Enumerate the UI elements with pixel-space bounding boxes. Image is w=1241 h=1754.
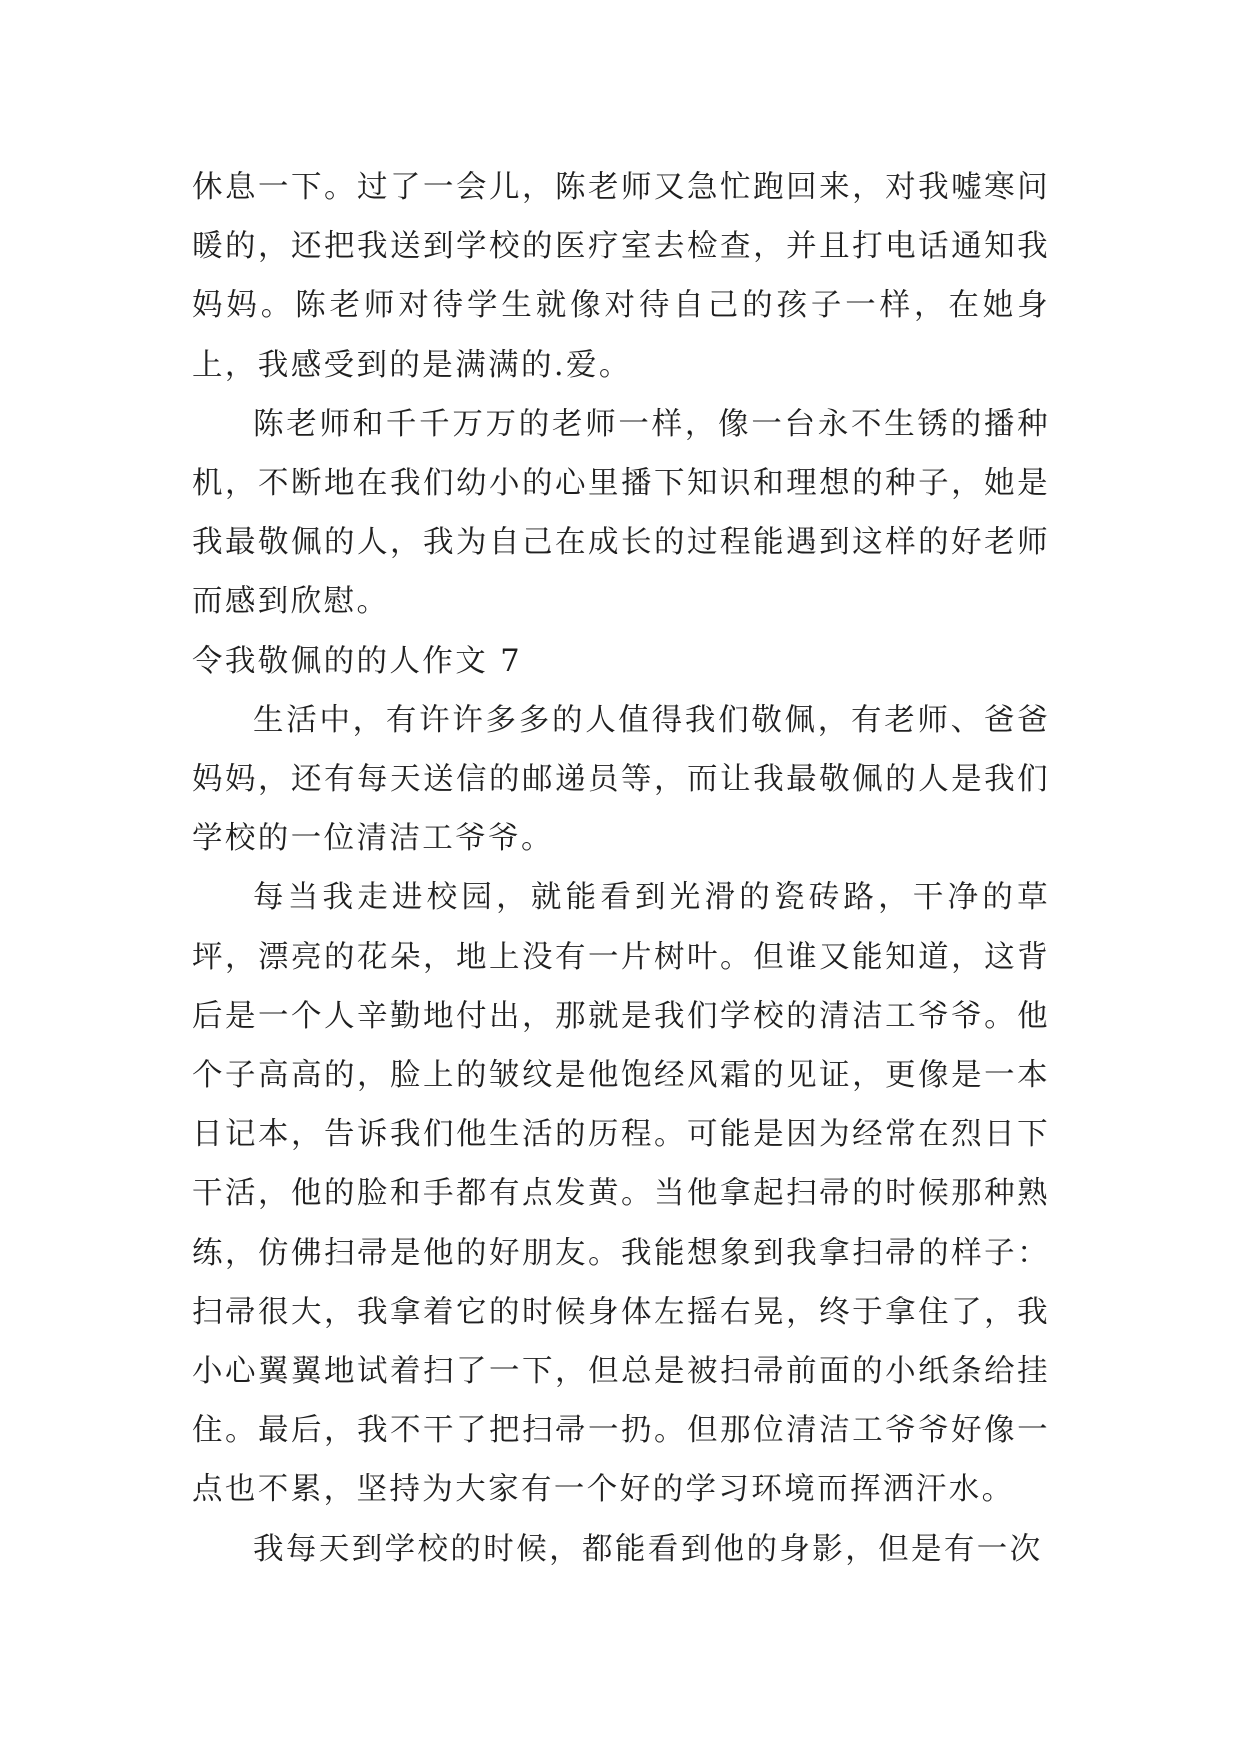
paragraph-essay-intro: 生活中，有许许多多的人值得我们敬佩，有老师、爸爸妈妈，还有每天送信的邮递员等，而让我最敬佩的人是我们学校的一位清洁工爷爷。 (192, 702, 1050, 857)
paragraph-teacher-admiration: 陈老师和千千万万的老师一样，像一台永不生锈的播种机，不断地在我们幼小的心里播下知识和理想的种子，她是我最敬佩的人，我为自己在成长的过程能遇到这样的好老师而感到欣慰。 (192, 406, 1050, 620)
document-body (192, 158, 1050, 1579)
paragraph-cleaner-description: 每当我走进校园，就能看到光滑的瓷砖路，干净的草坪，漂亮的花朵，地上没有一片树叶。但谁又能知道，这背后是一个人辛勤地付出，那就是我们学校的清洁工爷爷。他个子高高的，脸上的皱纹是他饱经风霜的见证，更像是一本日记本，告诉我们他生活的历程。可能是因为经常在烈日下干活，他的脸和手都有点发黄。当他拿起扫帚的时候那种熟练，仿佛扫帚是他的好朋友。我能想象到我拿扫帚的样子：扫帚很大，我拿着它的时候身体左摇右晃，终于拿住了，我小心翼翼地试着扫了一下，但总是被扫帚前面的小纸条给挂住。最后，我不干了把扫帚一扔。但那位清洁工爷爷好像一点也不累，坚持为大家有一个好的学习环境而挥洒汗水。 (192, 880, 1050, 1508)
essay-section-title: 令我敬佩的的人作文 7 (192, 643, 522, 679)
paragraph-continued: 我每天到学校的时候，都能看到他的身影，但是有一次 (253, 1531, 1043, 1567)
paragraph-care-story-ending: 休息一下。过了一会儿，陈老师又急忙跑回来，对我嘘寒问暖的，还把我送到学校的医疗室去检查，并且打电话通知我妈妈。陈老师对待学生就像对待自己的孩子一样，在她身上，我感受到的是满满的.爱。 (192, 170, 1050, 383)
